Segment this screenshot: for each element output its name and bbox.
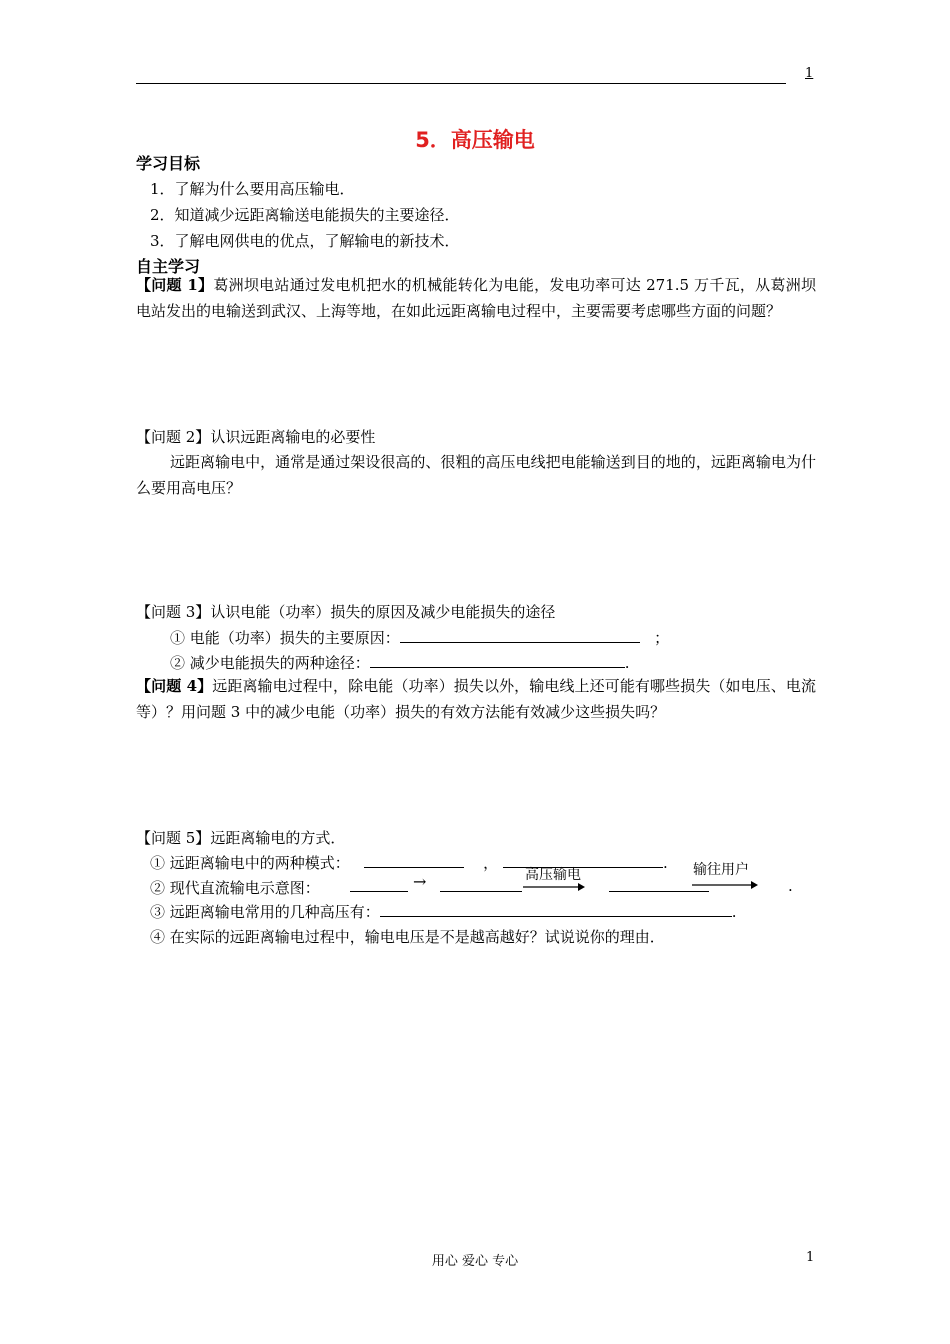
question-2-text: 远距离输电中，通常是通过架设很高的、很粗的高压电线把电能输送到目的地的，远距离输电为什么要用高电压？ — [136, 453, 816, 497]
answer-blank[interactable] — [364, 853, 464, 868]
question-1-label: 【问题 1】 — [136, 276, 214, 294]
question-2-heading — [136, 426, 375, 447]
question-3-item-1-text: ① 电能（功率）损失的主要原因： — [170, 629, 400, 647]
question-5-item-1-text: ① 远距离输电中的两种模式： — [150, 854, 350, 872]
answer-blank[interactable] — [380, 902, 732, 917]
objective-item-3: 3．了解电网供电的优点，了解输电的新技术． — [150, 232, 460, 250]
question-3-item-1-end: ； — [654, 629, 670, 647]
question-3-label: 【问题 3】 — [136, 603, 211, 621]
question-5-item-3-text: ③ 远距离输电常用的几种高压有： — [150, 903, 380, 921]
arrow-label-high-voltage: 高压输电 — [525, 867, 581, 883]
question-5-item-2-end: . — [788, 877, 793, 895]
question-5-heading — [136, 827, 345, 848]
question-3-title: 认识电能（功率）损失的原因及减少电能损失的途径 — [210, 603, 556, 621]
arrow-right-icon: → — [413, 872, 427, 891]
question-3-item-1 — [170, 627, 669, 648]
question-3-item-2-end: . — [624, 654, 630, 672]
question-5-item-3-end: . — [731, 903, 737, 921]
footer-text: 用心 爱心 专心 — [431, 1254, 519, 1269]
question-2-label: 【问题 2】 — [136, 428, 211, 446]
question-5-item-2-text: ② 现代直流输电示意图： — [150, 879, 320, 897]
question-3-item-2 — [170, 652, 630, 673]
footer-page-number: 1 — [806, 1250, 815, 1265]
question-5-item-1 — [150, 852, 668, 873]
self-study-heading: 自主学习 — [136, 257, 201, 276]
objective-item-2: 2．知道减少远距离输送电能损失的主要途径． — [150, 206, 460, 224]
question-5-title: 远距离输电的方式． — [210, 829, 346, 847]
question-1 — [136, 272, 816, 324]
answer-blank[interactable] — [370, 653, 625, 668]
answer-blank[interactable] — [440, 877, 522, 892]
question-5-item-1-separator: ， — [483, 854, 499, 872]
question-3-item-2-text: ② 减少电能损失的两种途径： — [170, 654, 370, 672]
question-1-text: 葛洲坝电站通过发电机把水的机械能转化为电能，发电功率可达 271.5 万千瓦，从葛洲坝电站发出的电输送到武汉、上海等地，在如此远距离输电过程中，主要需要考虑哪些方面的问题？ — [136, 276, 816, 320]
question-4-text: 远距离输电过程中，除电能（功率）损失以外，输电线上还可能有哪些损失（如电压、电流等）？用问题 3 中的减少电能（功率）损失的有效方法能有效减少这些损失吗？ — [136, 677, 816, 721]
answer-blank[interactable] — [350, 877, 408, 892]
question-5-item-4: ④ 在实际的远距离输电过程中，输电电压是不是越高越好？试说说你的理由． — [150, 928, 665, 946]
question-2-title: 认识远距离输电的必要性 — [210, 428, 376, 446]
question-5-item-3 — [150, 901, 737, 922]
objectives-heading: 学习目标 — [136, 154, 201, 173]
arrow-right-icon — [523, 882, 585, 892]
answer-blank[interactable] — [400, 628, 640, 643]
question-5-item-1-end: . — [662, 854, 668, 872]
question-4 — [136, 673, 816, 725]
header-page-number: 1 — [805, 66, 814, 81]
page-title: 5．高压输电 — [415, 128, 535, 152]
question-3-heading — [136, 601, 555, 622]
arrow-right-icon — [692, 880, 758, 890]
arrow-label-to-users: 输往用户 — [693, 862, 749, 878]
header-rule — [136, 83, 786, 84]
objective-item-1: 1．了解为什么要用高压输电． — [150, 180, 355, 198]
question-4-label: 【问题 4】 — [136, 677, 213, 695]
question-5-label: 【问题 5】 — [136, 829, 211, 847]
